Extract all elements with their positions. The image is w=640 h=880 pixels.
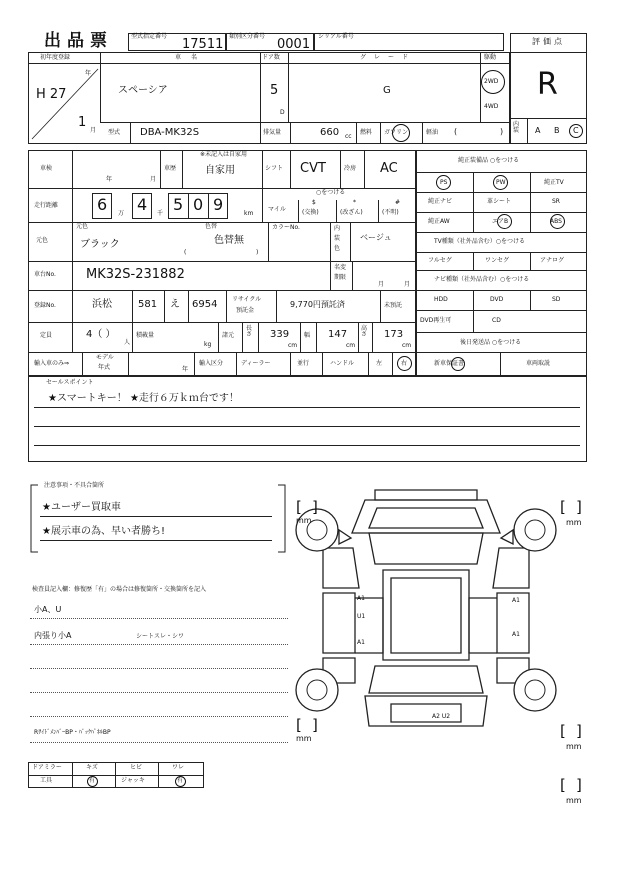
mm-rear-left: mm xyxy=(296,734,312,743)
sales-point-label: セールスポイント xyxy=(46,379,94,386)
notes-label: 注意事項・不具合箇所 xyxy=(44,482,105,489)
recycle-label-2: 預託金 xyxy=(236,307,255,314)
drive-4wd: 4WD xyxy=(484,103,499,110)
model-number-label: 型式指定番号 xyxy=(131,33,168,40)
tv-oneseg: ワンセグ xyxy=(485,257,510,264)
tv-title: TV種類（社外品含む）○をつける xyxy=(434,238,526,245)
capacity-value: 4（ ） xyxy=(86,329,116,340)
reg-kana: え xyxy=(170,299,180,310)
equip-leather: 革シート xyxy=(487,198,512,205)
fuel-paren-right: ) xyxy=(500,127,504,136)
recycle-status: 未預託 xyxy=(384,302,403,309)
dvd-playback: DVD再生可 xyxy=(420,317,452,324)
car-name: スペーシア xyxy=(118,85,168,96)
navi-hdd: HDD xyxy=(434,296,448,303)
tv-fullseg: フルセグ xyxy=(428,257,452,264)
chassis-value: MK32S-231882 xyxy=(86,267,185,282)
interior-grade-a: A xyxy=(535,126,541,135)
door-suffix: D xyxy=(280,109,285,116)
height-value: 173 xyxy=(384,329,404,340)
model-year-label-1: モデル xyxy=(96,354,114,361)
cd-label: CD xyxy=(492,317,501,324)
equip-navi: 純正ナビ xyxy=(428,198,453,205)
import-class-label: 輸入区分 xyxy=(199,360,224,367)
damage-right-rear: A1 xyxy=(512,631,520,638)
capacity-unit: 人 xyxy=(124,339,131,346)
damage-rear: A2 U2 xyxy=(432,713,451,720)
handle-right: 右 xyxy=(401,360,408,367)
navi-sd: SD xyxy=(552,296,561,303)
score-label: 評価点 xyxy=(532,37,565,46)
inspector-line-2: 内張り小A xyxy=(34,631,72,640)
class-number-label: 類別区分番号 xyxy=(229,33,266,40)
original-color-label: 元色 xyxy=(76,223,89,230)
legend-jack-yes: 有 xyxy=(177,777,184,784)
legend-break: ワレ xyxy=(172,764,185,771)
color-paren-right: ) xyxy=(256,249,259,256)
int-color-label-2: 装 xyxy=(334,235,341,242)
color-number-label: カラーNo. xyxy=(272,224,300,231)
later-title: 後日発送品 ○をつける xyxy=(460,339,522,346)
meihen-label-1: 名変 xyxy=(334,264,347,271)
shaken-year-unit: 年 xyxy=(106,176,113,183)
mileage-label: 走行距離 xyxy=(34,202,59,209)
history-note: ※未記入は自家用 xyxy=(200,151,248,158)
ext-color-value: ブラック xyxy=(80,239,120,250)
length-label: 長さ xyxy=(246,325,253,338)
grade-value: G xyxy=(383,85,391,96)
sales-point-box xyxy=(28,376,587,462)
km-unit: km xyxy=(244,210,254,217)
int-color-label-1: 内 xyxy=(334,225,341,232)
navi-title: ナビ種類（社外品含む）○をつける xyxy=(434,276,530,283)
car-diagram xyxy=(295,478,557,768)
model-year-unit: 年 xyxy=(182,366,189,373)
oem-title: 純正装備品 ○をつける xyxy=(458,157,520,164)
legend-mirror: ドアミラー xyxy=(32,764,62,771)
damage-left-rear: A1 xyxy=(357,639,365,646)
recycle-label-1: リサイクル xyxy=(232,296,262,303)
import-dealer: ディーラー xyxy=(241,360,271,367)
recycle-value: 9,770円預託済 xyxy=(290,300,345,309)
height-unit: cm xyxy=(402,342,412,349)
mileage-digit-1: 6 xyxy=(97,195,108,214)
mileage-digit-5: 9 xyxy=(213,195,224,214)
legend-tools-yes: 有 xyxy=(89,777,96,784)
class-number: 0001 xyxy=(277,37,311,52)
color-change-value: 色替無 xyxy=(214,235,244,246)
mm-rear-right: mm xyxy=(566,742,582,751)
fuel-label: 燃料 xyxy=(360,129,373,136)
notes-bracket xyxy=(28,482,288,556)
mileage-sen: 千 xyxy=(157,210,164,217)
equip-abs: ABS xyxy=(550,218,562,225)
height-label: 高さ xyxy=(361,325,368,338)
inspector-line-1: 小A、U xyxy=(34,605,62,614)
month-label: 月 xyxy=(90,127,97,134)
drive-label: 駆動 xyxy=(484,54,497,61)
interior-label: 内装 xyxy=(513,121,520,134)
meihen-month: 月 xyxy=(378,281,385,288)
equip-airbag: エアB xyxy=(492,218,509,225)
grade-label: グレード xyxy=(360,54,417,61)
fuel-diesel: 軽油 xyxy=(426,129,439,136)
interior-grade-b: B xyxy=(554,126,560,135)
shaken-label: 車検 xyxy=(40,165,53,172)
unknown-label: (不明) xyxy=(382,209,399,216)
mileage-digit-3: 5 xyxy=(173,195,184,214)
mile-label: マイル xyxy=(268,206,286,213)
equip-aw: 純正AW xyxy=(428,218,450,225)
width-label: 幅 xyxy=(304,332,311,339)
mm-spare: mm xyxy=(566,796,582,805)
form-title: 出品票 xyxy=(44,31,113,51)
later-warranty: 新車保証書 xyxy=(434,360,465,367)
equip-pw: PW xyxy=(496,179,506,186)
fuel-paren-left: ( xyxy=(454,127,458,136)
import-parallel: 並行 xyxy=(297,360,310,367)
width-value: 147 xyxy=(328,329,348,340)
year-mark: 年 xyxy=(85,70,92,77)
handle-left: 左 xyxy=(376,360,383,367)
inspector-line-4: RｻｲﾄﾞﾒﾝﾊﾞｰBP・ﾊﾞｯｸﾊﾟﾈﾙBP xyxy=(34,729,111,736)
score-value: R xyxy=(537,67,558,102)
color-change-label: 色替 xyxy=(205,223,218,230)
reg-class: 581 xyxy=(138,299,158,310)
width-unit: cm xyxy=(346,342,356,349)
reg-number: 6954 xyxy=(192,299,218,310)
damage-right-front: A1 xyxy=(512,597,520,604)
int-color-value: ベージュ xyxy=(360,233,392,242)
first-reg-year: H 27 xyxy=(36,87,67,102)
exchange-label: (交換) xyxy=(302,209,319,216)
mm-front-left: mm xyxy=(296,516,312,525)
shaken-month-unit: 月 xyxy=(150,176,157,183)
tampered-symbol: * xyxy=(353,199,356,206)
note-1: ★ユーザー買取車 xyxy=(42,502,121,513)
later-manual: 車両取説 xyxy=(526,360,551,367)
equip-tv: 純正TV xyxy=(544,179,564,186)
serial-label: シリアル番号 xyxy=(318,33,354,40)
door-count: 5 xyxy=(270,83,279,98)
first-reg-month: 1 xyxy=(78,115,87,130)
mileage-digit-4: 0 xyxy=(193,195,204,214)
note-2: ★展示車の為、早い者勝ち! xyxy=(42,526,165,537)
unknown-symbol: # xyxy=(395,199,401,206)
size-label: 諸元 xyxy=(222,332,235,339)
model-label: 型式 xyxy=(108,129,121,136)
history-value: 自家用 xyxy=(205,165,235,176)
aircon-value: AC xyxy=(380,161,398,176)
ext-color-row-label: 元色 xyxy=(36,237,49,244)
exchange-symbol: $ xyxy=(312,199,316,206)
mm-front-right: mm xyxy=(566,518,582,527)
drive-2wd: 2WD xyxy=(484,78,499,85)
car-name-label: 車名 xyxy=(175,54,208,61)
handle-label: ハンドル xyxy=(330,360,355,367)
interior-grade-c: C xyxy=(573,126,579,135)
meihen-label-2: 期限 xyxy=(334,274,347,281)
cc-unit: cc xyxy=(345,133,352,140)
model-number: 17511 xyxy=(182,37,224,52)
capacity-label: 定員 xyxy=(40,332,53,339)
damage-left-front: A1 xyxy=(357,595,365,602)
inspector-line-3: シートスレ・シワ xyxy=(136,633,184,640)
history-label: 車歴 xyxy=(164,165,177,172)
model-value: DBA-MK32S xyxy=(140,127,200,138)
chassis-label: 車台No. xyxy=(34,271,56,278)
color-paren-left: ( xyxy=(184,249,187,256)
aircon-label: 冷房 xyxy=(344,165,357,172)
shift-value: CVT xyxy=(300,161,326,176)
equip-sr: SR xyxy=(552,198,560,205)
displacement-label: 排気量 xyxy=(263,129,282,136)
legend-jack: ジャッキ xyxy=(121,777,145,784)
shift-label: シフト xyxy=(265,165,284,172)
legend-scratch: キズ xyxy=(86,764,98,771)
load-label: 積載量 xyxy=(136,332,155,339)
import-label: 輸入車のみ⇒ xyxy=(34,360,70,367)
reg-city: 浜松 xyxy=(92,299,112,310)
length-unit: cm xyxy=(288,342,298,349)
tampered-label: (改ざん) xyxy=(340,209,363,216)
load-unit: kg xyxy=(204,341,212,348)
equip-ps: PS xyxy=(440,179,448,186)
damage-left-front-2: U1 xyxy=(357,613,366,620)
sales-point-text: ★スマートキー！ ★走行６万ｋｍ台です！ xyxy=(48,393,239,404)
legend-crack: ヒビ xyxy=(130,764,143,771)
model-year-label-2: 年式 xyxy=(98,364,111,371)
displacement-value: 660 xyxy=(320,127,340,138)
mileage-digit-2: 4 xyxy=(137,195,148,214)
tv-analog: アナログ xyxy=(540,257,565,264)
inspector-label: 検査員記入欄：修復歴「有」の場合は修復箇所・交換箇所を記入 xyxy=(32,586,207,593)
int-color-label-3: 色 xyxy=(334,245,341,252)
reg-label: 登録No. xyxy=(34,302,56,309)
doors-label: ドア数 xyxy=(262,54,280,61)
mileage-attach-note: ○をつける xyxy=(316,189,346,196)
mileage-man: 万 xyxy=(118,210,125,217)
first-reg-label: 初年度登録 xyxy=(40,54,71,61)
meihen-day: 月 xyxy=(404,281,411,288)
length-value: 339 xyxy=(270,329,290,340)
legend-tools: 工具 xyxy=(40,777,53,784)
fuel-gasoline: ガソリン xyxy=(384,129,409,136)
navi-dvd: DVD xyxy=(490,296,504,303)
